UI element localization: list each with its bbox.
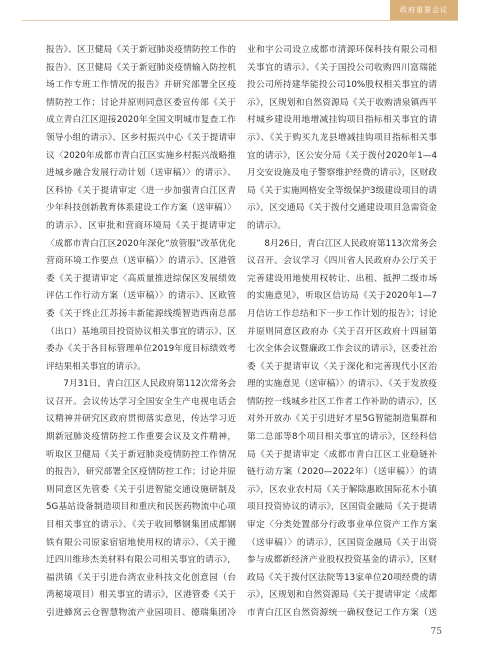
- page-number: 75: [430, 627, 442, 637]
- paragraph: 8月26日，青白江区人民政府第113次常务会议召开。会议学习《四川省人民政府办公厅关于完善建设用地使用权转让、出租、抵押二级市场的实施意见》，听取区信访局《关于2020年1—7月信访工作总结和下一步工作计划的报告》；讨论并原则同意区政府办《关于召开区政府十四届第七次全体会议暨廉政工作会议的请示》，区委社治委《关于提请审议〈关于深化和完善现代小区治理的实施意见（送审稿）〉的请示》、《关于发放疫情防控一线城乡社区工作者工作补助的请示》，区对外开放办《关于引进好才星5G智能制造集群和第二总部等8个项目相关事宜的请示》，区经科信局《关于提请审定〈成都市青白江区工业稳链补链行动方案（2020—2022年）（送审稿）〉的请示》，区农业农村局《关于解除惠欧国际花木小镇项目投资协议的请示》，区国资金融局《关于提请审定〈分类处置部分行政事业单位资产工作方案（送审稿）〉的请示》，区国资金融局《关于出资参与成都新经济产业股权投资基金的请示》，区财政局《关于拨付区法院等13家单位20项经费的请示》，区规划和自然资源局《关于提请审定〈成都市青白江区自然资源统一确权登记工作方案（送: [247, 238, 437, 618]
- paragraph: 业和宇公司设立成都市清源环保科技有限公司相关事宜的请示》、《关于国投公司收购四川富瑞能投公司所持建华能投公司10%股权相关事宜的请示》，区规划和自然资源局《关于收购清泉镇西平村城乡建设用地增减挂钩项目指标相关事宜的请示》、《关于购买九龙县增减挂钩项目指标相关事宜的请示》，区公安分局《关于拨付2020年1—4月交安设施及电子警察维护经费的请示》，区财政局《关于实施网格安全等级保护3级建设项目的请示》，区交通局《关于拨付交通建设项目急需资金的请示》。: [247, 45, 437, 231]
- paragraph: 报告》、区卫健局《关于新冠肺炎疫情防控工作的报告》、区卫健局《关于新冠肺炎疫情输入防控机场工作专班工作情况的报告》并研究部署全区疫情防控工作；讨论并原则同意区委宣传部《关于成立青白江区迎接2020年全国文明城市复查工作领导小组的请示》、区乡村振兴中心《关于提请审议〈2020年成都市青白江区实施乡村振兴战略推进城乡融合发展行动计划（送审稿）〉的请示》、区科协《关于提请审定〈进一步加强青白江区青少年科技创新教育体系建设工作方案（送审稿）〉的请示》、区审批和营商环境局《关于提请审定〈成都市青白江区2020年深化“放管服”改革优化营商环境工作要点（送审稿）〉的请示》、区港管委《关于提请审定〈高质量推进综保区发展绩效评估工作行动方案（送审稿）〉的请示》、区欧管委《关于终止江苏扬丰新能源线缆智造西南总部（出口）基地项目投资协议相关事宜的请示》、区委办《关于各目标管理单位2019年度目标绩效考评结果相关事宜的请示》。: [46, 45, 236, 372]
- right-column: [247, 42, 437, 622]
- left-column: [46, 42, 236, 622]
- section-header-tab: 政府重要会议: [390, 0, 458, 20]
- paragraph: 7月31日，青白江区人民政府第112次常务会议召开。会议传达学习全国安全生产电视电话会议精神并研究区政府贯彻落实意见，传达学习近期新冠肺炎疫情防控工作重要会议及文件精神，听取区卫健局《关于新冠肺炎疫情防控工作情况的报告》，研究部署全区疫情防控工作；讨论并原则同意区先管委《关于引进智能交通设施研制及5G基站设备制造项目和重庆和民医药物流中心项目相关事宜的请示》、《关于收回攀钢集团成都钢铁有限公司原家宿宿地使用权的请示》、《关于搬迁四川维珍杰美材料有限公司相关事宜的请示》，福洪镇《关于引进台湾农业科技文化创意园（台湾秘境项目）相关事宜的请示》，区港管委《关于引进蜂窝云仓智慧物流产业园项目、德瑞集团冷: [46, 379, 236, 618]
- header-rule: [22, 20, 458, 21]
